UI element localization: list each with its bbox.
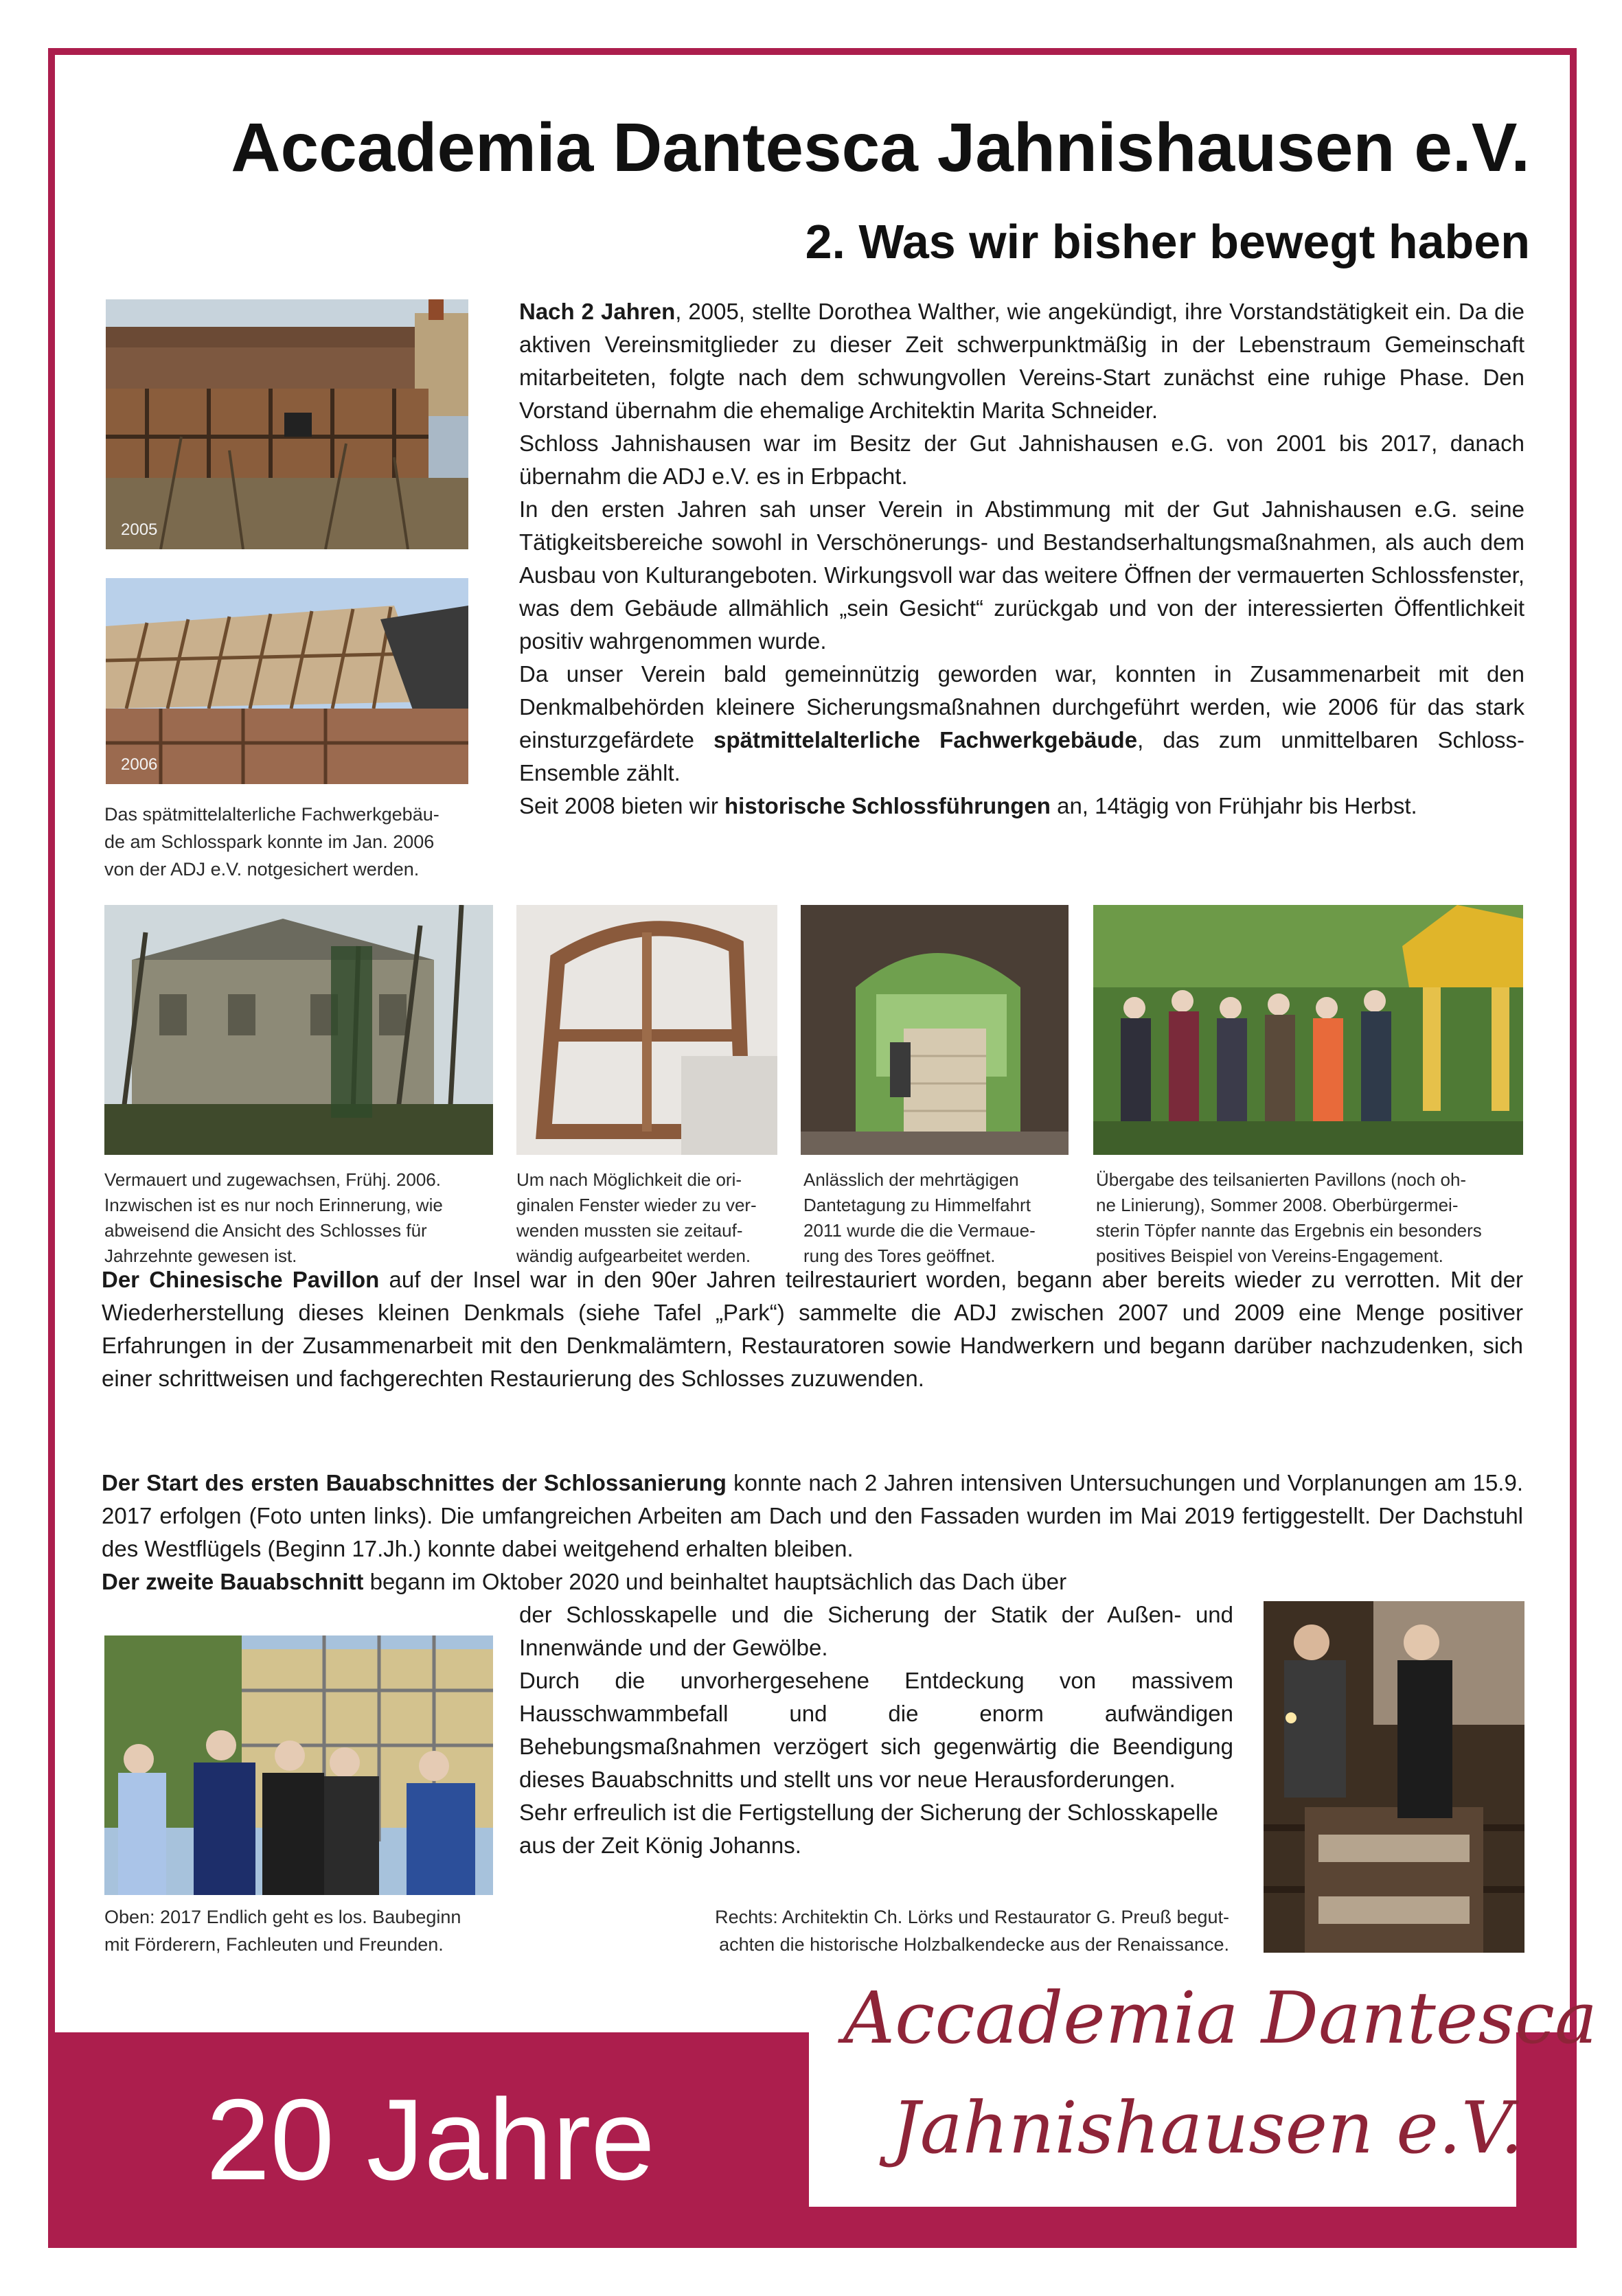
logo-line-1: Accademia Dantesca (843, 1976, 1597, 2060)
intro-paragraph: In den ersten Jahren sah unser Verein in Abstimmung mit der Gut Jahnishausen e.G. seine Tätigkeitsbereiche sowohl in Verschönerungs- und Bestandserhaltungsmaßnahmen, als auch dem Ausbau von Kulturangeboten. Wirkungsvoll war das weitere Öffnen der vermauerten Schlossfenster, was dem Gebäude allmählich „sein Gesicht“ zurückgab und von der interessierten Öffentlichkeit positiv wahrgenommen wurde. (519, 496, 1524, 654)
paragraph-bauabschnitt-2-intro: Der zweite Bauabschnitt begann im Oktober 2020 und beinhaltet hauptsächlich das Dach über (102, 1569, 1067, 1594)
caption-fenster: Um nach Möglichkeit die ori- ginalen Fenster wieder zu ver- wenden mussten sie zeitauf- wändig aufgearbeitet werden. (516, 1169, 757, 1266)
photo-fenster (516, 905, 777, 1155)
photo-pavillon (1093, 905, 1523, 1155)
logo-wordmark (809, 1965, 1597, 2207)
photo-tor (801, 905, 1069, 1155)
intro-paragraph: Schloss Jahnishausen war im Besitz der Gut Jahnishausen e.G. von 2001 bis 2017, danach übernahm die ADJ e.V. es in Erbpacht. (519, 430, 1524, 489)
anniversary-label: 20 Jahre (206, 2075, 655, 2204)
photo-baubeginn (104, 1635, 493, 1895)
intro-text (519, 295, 1524, 823)
caption-vermauert: Vermauert und zugewachsen, Frühj. 2006. Inzwischen ist es nur noch Erinnerung, wie abweisend die Ansicht des Schlosses für Jahrzehnte gewesen ist. (104, 1169, 443, 1266)
paragraph-pavillon: Der Chinesische Pavillon auf der Insel war in den 90er Jahren teilrestauriert worden, begann aber bereits wieder zu verrotten. Mit der Wiederherstellung dieses kleinen Denkmals (siehe Tafel „Park“) sammelte die ADJ zwischen 2007 und 2009 eine Menge positiver Erfahrungen in der Zusammenarbeit mit den Denkmalämtern, Restauratoren sowie Handwerkern und begann darüber nachzudenken, sich einer schrittweisen und fachgerechten Restaurierung des Schlosses zuzuwenden. (102, 1267, 1523, 1391)
caption-holzdecke: Rechts: Architektin Ch. Lörks und Restaurator G. Preuß begut- achten die historische Holzbalkendecke aus der Renaissance. (715, 1907, 1229, 1955)
photo-fachwerk-2005 (106, 299, 468, 549)
paragraph-bauabschnitt-2: der Schlosskapelle und die Sicherung der Statik der Außen- und Innenwände und der Gewölbe. Durch die unvorhergesehene Entdeckung von massivem Hausschwammbefall und die enorm aufwändigen Behebungsmaßnahmen verzögert sich gegenwärtig die Beendigung dieses Bauabschnitts und stellt uns vor neue Herausforderungen. Sehr erfreulich ist die Fertigstellung der Sicherung der Schlosskapelle aus der Zeit König Johanns. (519, 1602, 1233, 1858)
page-subtitle: 2. Was wir bisher bewegt haben (805, 215, 1530, 268)
photo-vermauert (104, 905, 493, 1155)
paragraph-bauabschnitt-1: Der Start des ersten Bauabschnittes der Schlossanierung konnte nach 2 Jahren intensiven Untersuchungen und Vorplanungen am 15.9. 2017 erfolgen (Foto unten links). Die umfangreichen Arbeiten am Dach und den Fassaden wurden im Mai 2019 fertiggestellt. Der Dachstuhl des Westflügels (Beginn 17.Jh.) konnte dabei weitgehend erhalten bleiben. (102, 1470, 1523, 1561)
photo-fachwerk-2006 (106, 578, 468, 784)
logo-line-2: Jahnishausen e.V. (891, 2086, 1523, 2170)
intro-paragraph: Nach 2 Jahren, 2005, stellte Dorothea Walther, wie angekündigt, ihre Vorstandstätigkeit ein. Da die aktiven Vereinsmitglieder zu dieser Zeit schwerpunktmäßig in der Lebenstraum Gemeinschaft mitarbeiteten, folgte nach dem schwungvollen Vereins-Start zunächst eine ruhige Phase. Den Vorstand übernahm die ehemalige Architektin Marita Schneider. (519, 299, 1524, 423)
photo-year-label: 2005 (121, 520, 158, 539)
intro-paragraph: Da unser Verein bald gemeinnützig geworden war, konnten in Zusammenarbeit mit den Denkmalbehörden kleinere Sicherungsmaßnahnen durchgeführt werden, wie 2006 für das stark einsturzgefärdete spätmittelalterliche Fachwerkgebäude, das zum unmittelbaren Schloss-Ensemble zählt. (519, 661, 1524, 785)
caption-pavillon: Übergabe des teilsanierten Pavillons (noch oh- ne Linierung), Sommer 2008. Oberbürgermei- sterin Töpfer nannte das Ergebnis ein besonders positives Beispiel von Vereins-Engagement. (1096, 1169, 1482, 1266)
caption-baubeginn: Oben: 2017 Endlich geht es los. Baubeginn mit Förderern, Fachleuten und Freunden. (104, 1907, 461, 1955)
caption-tagung: Anlässlich der mehrtägigen Dantetagung zu Himmelfahrt 2011 wurde die die Vermaue- rung des Tores geöffnet. (803, 1169, 1036, 1266)
photo-year-label: 2006 (121, 755, 158, 774)
caption-fachwerk: Das spätmittelalterliche Fachwerkgebäu- de am Schlosspark konnte im Jan. 2006 von der ADJ e.V. notgesichert werden. (104, 804, 439, 880)
photo-holzdecke (1264, 1601, 1524, 1953)
intro-paragraph: Seit 2008 bieten wir historische Schlossführungen an, 14tägig von Frühjahr bis Herbst. (519, 793, 1417, 818)
page-title: Accademia Dantesca Jahnishausen e.V. (231, 109, 1530, 186)
